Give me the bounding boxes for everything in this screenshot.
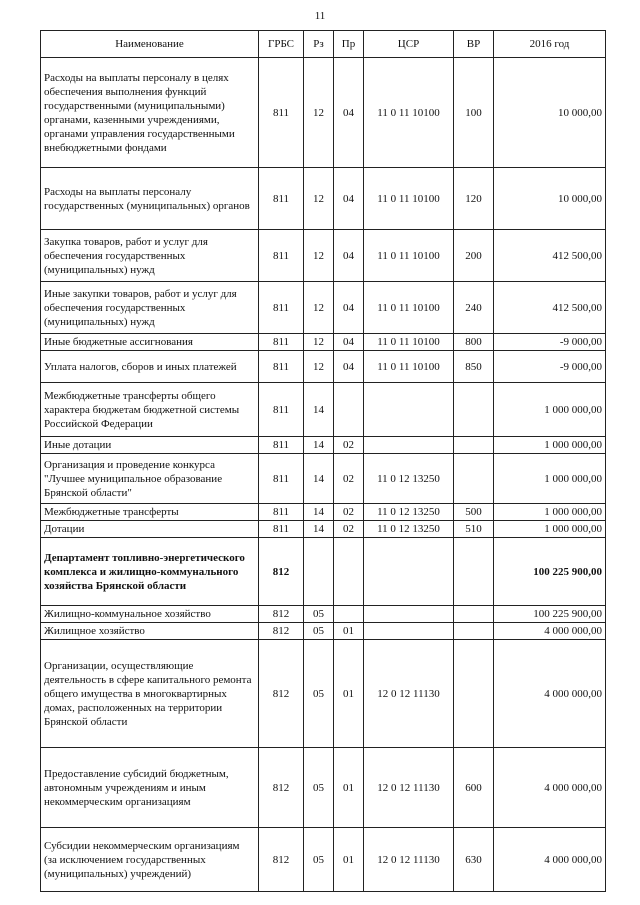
cell-name: Жилищное хозяйство [41, 623, 259, 640]
cell-csr [364, 437, 454, 454]
cell-vr [454, 538, 494, 606]
cell-csr: 11 0 12 13250 [364, 504, 454, 521]
cell-grbs: 812 [259, 623, 304, 640]
cell-name: Межбюджетные трансферты [41, 504, 259, 521]
cell-rz: 14 [304, 437, 334, 454]
cell-amount: 100 225 900,00 [494, 606, 606, 623]
header-row [41, 31, 606, 58]
cell-amount: 10 000,00 [494, 168, 606, 230]
cell-grbs: 811 [259, 334, 304, 351]
table-row [41, 437, 606, 454]
cell-grbs: 811 [259, 454, 304, 504]
cell-rz: 12 [304, 230, 334, 282]
cell-amount: 4 000 000,00 [494, 748, 606, 828]
cell-vr [454, 640, 494, 748]
cell-csr: 11 0 11 10100 [364, 282, 454, 334]
cell-rz: 12 [304, 168, 334, 230]
cell-amount: 10 000,00 [494, 58, 606, 168]
cell-vr: 100 [454, 58, 494, 168]
cell-name: Уплата налогов, сборов и иных платежей [41, 351, 259, 383]
table-row [41, 606, 606, 623]
cell-csr: 11 0 11 10100 [364, 58, 454, 168]
cell-rz: 05 [304, 828, 334, 892]
cell-amount: 1 000 000,00 [494, 454, 606, 504]
cell-vr: 200 [454, 230, 494, 282]
table-row [41, 828, 606, 892]
cell-name: Закупка товаров, работ и услуг для обеспечения государственных (муниципальных) нужд [41, 230, 259, 282]
cell-pr [334, 538, 364, 606]
cell-amount: 4 000 000,00 [494, 828, 606, 892]
cell-pr: 01 [334, 828, 364, 892]
cell-grbs: 811 [259, 58, 304, 168]
header-csr: ЦСР [364, 31, 454, 58]
cell-pr: 04 [334, 168, 364, 230]
table-row [41, 640, 606, 748]
cell-pr: 04 [334, 351, 364, 383]
cell-grbs: 811 [259, 351, 304, 383]
cell-pr: 02 [334, 504, 364, 521]
cell-grbs: 811 [259, 383, 304, 437]
cell-rz: 14 [304, 504, 334, 521]
cell-name: Предоставление субсидий бюджетным, автономным учреждениям и иным некоммерческим организациям [41, 748, 259, 828]
cell-name: Межбюджетные трансферты общего характера бюджетам бюджетной системы Российской Федерации [41, 383, 259, 437]
cell-grbs: 811 [259, 168, 304, 230]
cell-pr: 04 [334, 282, 364, 334]
header-year: 2016 год [494, 31, 606, 58]
table-row [41, 334, 606, 351]
cell-csr [364, 383, 454, 437]
cell-amount: 1 000 000,00 [494, 504, 606, 521]
cell-pr: 01 [334, 640, 364, 748]
table-row [41, 58, 606, 168]
cell-vr [454, 383, 494, 437]
table-row [41, 383, 606, 437]
cell-csr: 12 0 12 11130 [364, 748, 454, 828]
cell-grbs: 812 [259, 748, 304, 828]
cell-vr: 240 [454, 282, 494, 334]
cell-pr [334, 383, 364, 437]
cell-amount: 412 500,00 [494, 230, 606, 282]
cell-vr: 510 [454, 521, 494, 538]
cell-csr: 11 0 11 10100 [364, 351, 454, 383]
table-row [41, 538, 606, 606]
cell-pr: 02 [334, 521, 364, 538]
cell-csr: 11 0 12 13250 [364, 521, 454, 538]
header-grbs: ГРБС [259, 31, 304, 58]
cell-grbs: 812 [259, 538, 304, 606]
cell-rz: 14 [304, 521, 334, 538]
cell-name: Иные закупки товаров, работ и услуг для обеспечения государственных (муниципальных) нужд [41, 282, 259, 334]
cell-pr: 04 [334, 230, 364, 282]
cell-name: Жилищно-коммунальное хозяйство [41, 606, 259, 623]
cell-rz: 05 [304, 623, 334, 640]
cell-amount: -9 000,00 [494, 334, 606, 351]
cell-vr [454, 606, 494, 623]
cell-grbs: 811 [259, 504, 304, 521]
cell-rz: 14 [304, 383, 334, 437]
cell-csr: 11 0 12 13250 [364, 454, 454, 504]
table-row [41, 282, 606, 334]
header-vr: ВР [454, 31, 494, 58]
cell-vr: 600 [454, 748, 494, 828]
cell-name: Иные дотации [41, 437, 259, 454]
cell-csr: 11 0 11 10100 [364, 168, 454, 230]
table-row [41, 748, 606, 828]
cell-grbs: 812 [259, 640, 304, 748]
cell-grbs: 811 [259, 230, 304, 282]
table-row [41, 168, 606, 230]
cell-amount: 4 000 000,00 [494, 640, 606, 748]
cell-csr: 11 0 11 10100 [364, 334, 454, 351]
cell-pr: 01 [334, 748, 364, 828]
cell-csr: 11 0 11 10100 [364, 230, 454, 282]
cell-pr: 02 [334, 454, 364, 504]
cell-pr: 02 [334, 437, 364, 454]
table-row [41, 521, 606, 538]
cell-grbs: 812 [259, 606, 304, 623]
cell-amount: 1 000 000,00 [494, 521, 606, 538]
cell-rz: 05 [304, 748, 334, 828]
header-name: Наименование [41, 31, 259, 58]
cell-rz: 12 [304, 282, 334, 334]
cell-rz: 14 [304, 454, 334, 504]
cell-name: Организация и проведение конкурса "Лучшее муниципальное образование Брянской области" [41, 454, 259, 504]
cell-rz: 05 [304, 606, 334, 623]
cell-grbs: 811 [259, 282, 304, 334]
cell-grbs: 811 [259, 521, 304, 538]
table-row [41, 454, 606, 504]
cell-pr [334, 606, 364, 623]
cell-name: Расходы на выплаты персоналу в целях обеспечения выполнения функций государственными (муниципальными) органами, казенными учреждениями, органами управления государственными внебюджетными фондами [41, 58, 259, 168]
cell-rz [304, 538, 334, 606]
cell-vr [454, 623, 494, 640]
cell-vr: 120 [454, 168, 494, 230]
cell-pr: 04 [334, 58, 364, 168]
cell-vr: 630 [454, 828, 494, 892]
cell-amount: -9 000,00 [494, 351, 606, 383]
cell-rz: 12 [304, 334, 334, 351]
cell-vr [454, 437, 494, 454]
cell-name: Организации, осуществляющие деятельность в сфере капитального ремонта общего имущества в многоквартирных домах, расположенных на территории Брянской области [41, 640, 259, 748]
cell-csr: 12 0 12 11130 [364, 640, 454, 748]
budget-table [40, 30, 606, 892]
cell-csr [364, 606, 454, 623]
cell-amount: 1 000 000,00 [494, 437, 606, 454]
cell-rz: 12 [304, 351, 334, 383]
cell-name: Субсидии некоммерческим организациям (за исключением государственных (муниципальных) учреждений) [41, 828, 259, 892]
cell-vr: 850 [454, 351, 494, 383]
cell-pr: 04 [334, 334, 364, 351]
cell-pr: 01 [334, 623, 364, 640]
cell-csr: 12 0 12 11130 [364, 828, 454, 892]
cell-rz: 05 [304, 640, 334, 748]
cell-vr [454, 454, 494, 504]
cell-vr: 800 [454, 334, 494, 351]
cell-grbs: 811 [259, 437, 304, 454]
cell-name: Департамент топливно-энергетического комплекса и жилищно-коммунального хозяйства Брянской области [41, 538, 259, 606]
table-row [41, 504, 606, 521]
cell-csr [364, 538, 454, 606]
header-rz: Рз [304, 31, 334, 58]
cell-amount: 1 000 000,00 [494, 383, 606, 437]
table-row [41, 351, 606, 383]
table-row [41, 623, 606, 640]
cell-csr [364, 623, 454, 640]
cell-grbs: 812 [259, 828, 304, 892]
table-row [41, 230, 606, 282]
header-pr: Пр [334, 31, 364, 58]
cell-amount: 100 225 900,00 [494, 538, 606, 606]
cell-rz: 12 [304, 58, 334, 168]
page-number: 11 [314, 10, 326, 22]
cell-name: Расходы на выплаты персоналу государственных (муниципальных) органов [41, 168, 259, 230]
cell-name: Дотации [41, 521, 259, 538]
cell-amount: 4 000 000,00 [494, 623, 606, 640]
cell-name: Иные бюджетные ассигнования [41, 334, 259, 351]
cell-vr: 500 [454, 504, 494, 521]
cell-amount: 412 500,00 [494, 282, 606, 334]
